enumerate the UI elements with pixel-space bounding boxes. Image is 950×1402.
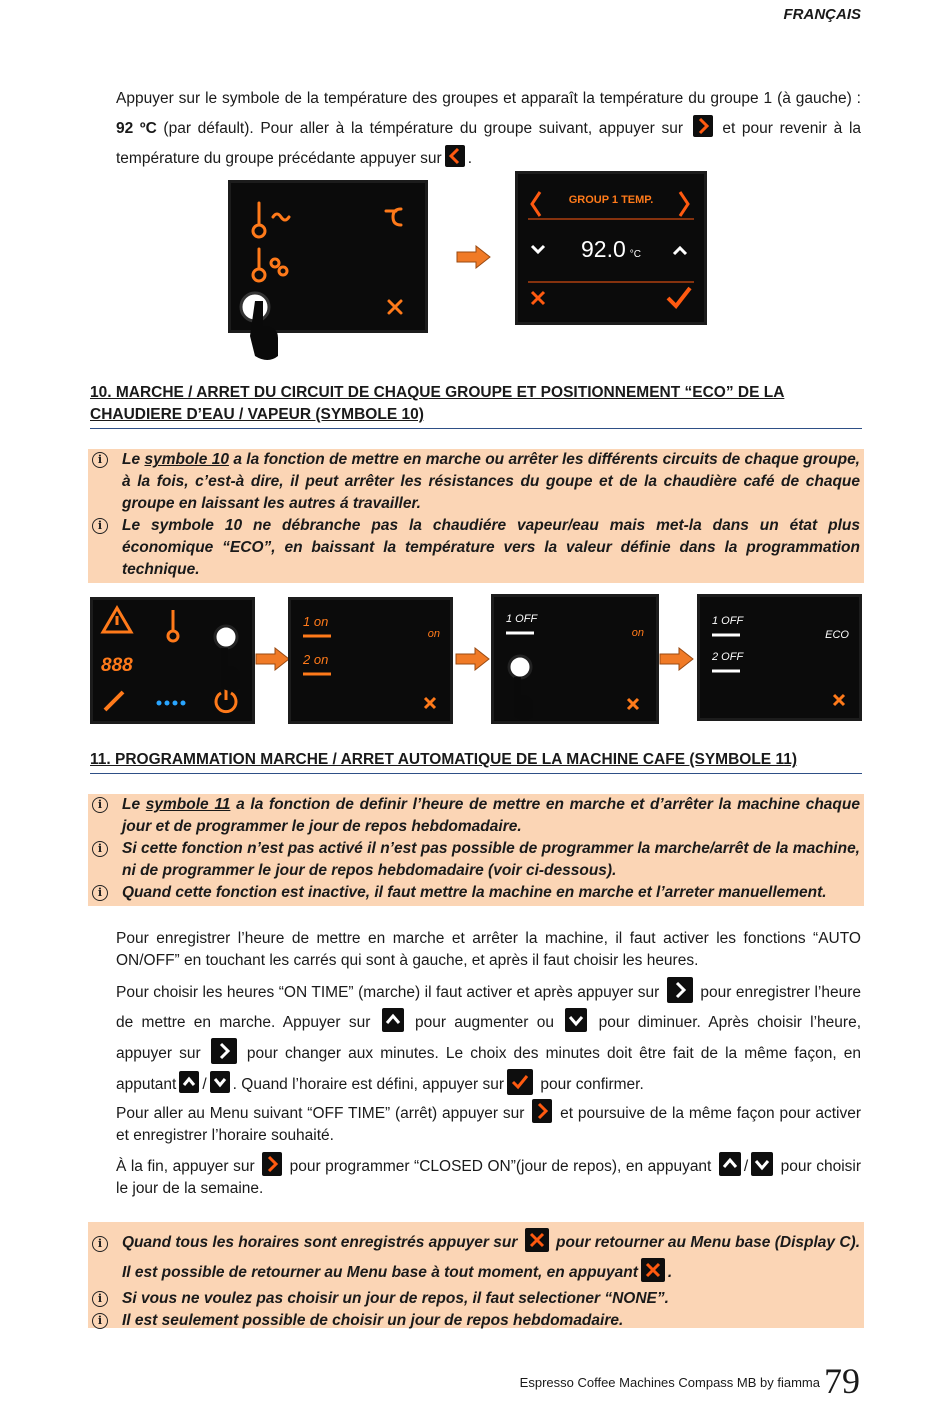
section-11-title: 11. PROGRAMMATION MARCHE / ARRET AUTOMATIQUE DE LA MACHINE CAFE (SYMBOLE 11) bbox=[90, 749, 862, 774]
enter-arrow-icon bbox=[667, 977, 693, 1003]
note-item: i Le symbole 10 a la fonction de mettre en marche ou arrêter les différents circuits de chaque groupe, à la fois, c’est-à dire, il peut arrêter les résistances du goupe et de la chaudière café de chaque groupe en laissant les autres á travailler. bbox=[88, 449, 864, 515]
info-icon: i bbox=[92, 885, 108, 901]
next-arrow-icon bbox=[693, 115, 713, 137]
body-paragraph-2: Pour choisir les heures “ON TIME” (marche) il faut activer et après appuyer sur pour enregistrer l’heure de mettre en marche. Appuyer sur pour augmenter ou pour diminuer. Après choisir l’heure, appuyer sur pour changer aux minutes. Le choix des minutes doit être fait de la même façon, en apputant / . Quand l’horaire est défini, appuyer sur pour confirmer. bbox=[116, 977, 861, 1100]
note-item: i Si cette fonction n’est pas activé il n’est pas possible de programmer la marche/arrêt de la machine, ni de programmer le jour de repos hebdomadaire (voir ci-dessous). bbox=[88, 838, 864, 882]
close-x-icon bbox=[641, 1258, 665, 1282]
group-temp-screen-image bbox=[515, 171, 707, 325]
note-item: i Le symbole 11 a la fonction de definir l’heure de mettre en marche et d’arrêter la machine chaque jour et de programmer le jour de repos hebdomadaire. bbox=[88, 794, 864, 838]
info-icon: i bbox=[92, 841, 108, 857]
prev-arrow-icon bbox=[445, 145, 465, 167]
screen-temp-value: 92.0 °C bbox=[581, 236, 641, 262]
main-menu-screen-image bbox=[90, 597, 255, 724]
arrow-right-icon bbox=[456, 245, 492, 274]
info-icon: i bbox=[92, 1313, 108, 1329]
group-1-status: 1 OFF bbox=[506, 613, 538, 625]
up-arrow-icon bbox=[179, 1071, 199, 1093]
note-item: i Quand tous les horaires sont enregistrés appuyer sur pour retourner au Menu base (Display C). Il est possible de retourner au Menu base à tout moment, en appuyant . bbox=[88, 1228, 864, 1288]
menu-screen-image bbox=[228, 180, 428, 333]
note-item: i Le symbole 10 ne débranche pas la chaudiére vapeur/eau mais met-la dans un état plus économique “ECO”, en baissant la température vers la valeur définie dans la programmation technique. bbox=[88, 515, 864, 581]
group-2-status: 2 on bbox=[303, 652, 329, 667]
info-icon: i bbox=[92, 518, 108, 534]
arrow-right-icon bbox=[659, 647, 695, 676]
page-footer bbox=[520, 1360, 860, 1402]
hand-pointer-icon bbox=[245, 301, 305, 361]
arrow-right-icon bbox=[455, 647, 491, 676]
down-arrow-icon bbox=[565, 1008, 587, 1032]
group-2-status: 2 OFF bbox=[712, 651, 744, 663]
body-paragraph-3: Pour aller au Menu suivant “OFF TIME” (arrêt) appuyer sur et poursuive de la même façon pour activer et enregistrer l’horaire souhaité. bbox=[116, 1099, 861, 1147]
section-10-notes bbox=[88, 449, 864, 583]
body-paragraph-4: À la fin, appuyer sur pour programmer “CLOSED ON”(jour de repos), en appuyant / pour choisir le jour de la semaine. bbox=[116, 1152, 861, 1200]
note-item: i Il est seulement possible de choisir un jour de repos hebdomadaire. bbox=[88, 1310, 864, 1332]
info-icon: i bbox=[92, 1291, 108, 1307]
confirm-check-icon bbox=[507, 1069, 533, 1095]
up-arrow-icon bbox=[719, 1152, 741, 1176]
boiler-status: on bbox=[631, 627, 644, 639]
info-icon: i bbox=[92, 452, 108, 468]
section-10-title: 10. MARCHE / ARRET DU CIRCUIT DE CHAQUE GROUPE ET POSITIONNEMENT “ECO” DE LA CHAUDIERE D’EAU / VAPEUR (SYMBOLE 10) bbox=[90, 382, 862, 429]
boiler-eco-status: ECO bbox=[825, 629, 849, 641]
down-arrow-icon bbox=[210, 1071, 230, 1093]
group-1-status: 1 on bbox=[303, 614, 329, 629]
intro-paragraph: Appuyer sur le symbole de la température des groupes et apparaît la température du groupe 1 (à gauche) : 92 ºC (par défault). Pour aller à la témpérature du groupe suivant, appuyer sur et pour revenir à la température du groupe précédante appuyer sur . bbox=[116, 90, 862, 167]
group-1-status: 1 OFF bbox=[712, 615, 744, 627]
close-x-icon bbox=[525, 1228, 549, 1252]
language-label: FRANÇAIS bbox=[783, 6, 861, 23]
section-11-notes bbox=[88, 794, 864, 906]
group-off-screen-image bbox=[491, 594, 659, 724]
note-item: i Si vous ne voulez pas choisir un jour de repos, il faut selectioner “NONE”. bbox=[88, 1288, 864, 1310]
screen-title: GROUP 1 TEMP. bbox=[568, 194, 654, 206]
final-notes bbox=[88, 1222, 864, 1328]
up-arrow-icon bbox=[382, 1008, 404, 1032]
down-arrow-icon bbox=[751, 1152, 773, 1176]
footer-text: Espresso Coffee Machines Compass MB by fiamma bbox=[519, 1375, 820, 1390]
info-icon: i bbox=[92, 1236, 108, 1252]
eco-screen-image bbox=[697, 594, 862, 721]
enter-arrow-icon bbox=[211, 1038, 237, 1064]
default-temperature: 92 ºC bbox=[116, 120, 157, 137]
page-number: 79 bbox=[824, 1361, 860, 1401]
note-item: i Quand cette fonction est inactive, il faut mettre la machine en marche et l’arreter manuellement. bbox=[88, 882, 864, 904]
counter-label: 888 bbox=[101, 655, 133, 676]
next-arrow-icon bbox=[532, 1099, 552, 1123]
next-arrow-icon bbox=[262, 1152, 282, 1176]
groups-on-screen-image bbox=[288, 597, 453, 724]
boiler-status: on bbox=[427, 628, 440, 640]
arrow-right-icon bbox=[255, 647, 291, 676]
body-paragraph-1: Pour enregistrer l’heure de mettre en marche et arrêter la machine, il faut activer les fonctions “AUTO ON/OFF” en touchant les carrés qui sont à gauche, et après il faut choisir les heures. bbox=[116, 930, 861, 969]
info-icon: i bbox=[92, 797, 108, 813]
